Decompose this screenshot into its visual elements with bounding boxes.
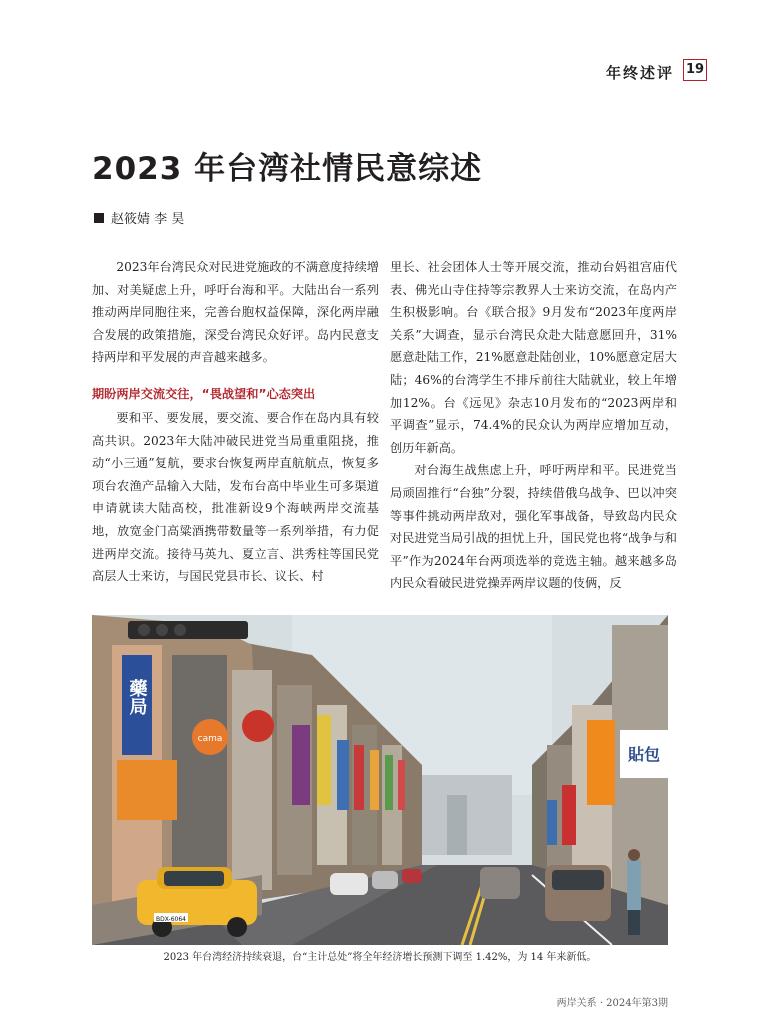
street-photo bbox=[92, 615, 668, 945]
left-column bbox=[92, 256, 379, 588]
body-paragraph-2: 对台海生战焦虑上升，呼吁两岸和平。民进党当局顽固推行“台独”分裂，持续借俄乌战争、巴以冲突等事件挑动两岸敌对，强化军事战备，导致岛内民众对民进党当局引战的担忧上升，国民党也将“战争与和平”作为2024年台两项选举的竞选主轴。越来越多岛内民众看破民进党操弄两岸议题的伎俩，反 bbox=[390, 463, 677, 591]
section-label: 年终述评 bbox=[605, 64, 674, 82]
taxi-plate-text: BDX-6064 bbox=[156, 916, 186, 923]
section-subheading: 期盼两岸交流交往，“畏战望和”心态突出 bbox=[92, 386, 316, 401]
lead-paragraph: 2023年台湾民众对民进党施政的不满意度持续增加、对美疑虑上升，呼吁台海和平。大陆出台一系列推动两岸同胞往来，完善台胞权益保障，深化两岸融合发展的政策措施，深受台湾民众好评。岛内民意支持两岸和平发展的声音越来越多。 bbox=[92, 260, 379, 365]
photo-caption: 2023 年台湾经济持续衰退，台“主计总处”将全年经济增长预测下调至 1.42%，为 14 年来新低。 bbox=[163, 952, 597, 963]
right-column bbox=[390, 256, 677, 595]
body-paragraph-1-continued: 里长、社会团体人士等开展交流，推动台妈祖宫庙代表、佛光山寺住持等宗教界人士来访交流，在岛内产生积极影响。台《联合报》9月发布“2023年度两岸关系”大调查，显示台湾民众赴大陆意愿回升，31%愿意赴陆工作，21%愿意赴陆创业，10%愿意定居大陆；46%的台湾学生不排斥前往大陆就业，较上年增加12%。台《远见》杂志10月发布的“2023两岸和平调查”显示，74.4%的民众认为两岸应增加互动，创历年新高。 bbox=[390, 260, 677, 455]
article-title: 2023 年台湾社情民意综述 bbox=[92, 151, 483, 187]
cama-sign-text: cama bbox=[197, 734, 223, 744]
byline bbox=[94, 208, 184, 227]
journal-footer: 两岸关系 · 2024年第3期 bbox=[556, 998, 668, 1009]
page-number: 19 bbox=[683, 59, 707, 81]
byline-authors: 赵筱婧 李 昊 bbox=[111, 212, 185, 227]
pharmacy-sign-text: 藥局 bbox=[126, 679, 148, 715]
byline-square-icon bbox=[94, 213, 104, 223]
body-paragraph-1: 要和平、要发展，要交流、要合作在岛内具有较高共识。2023年大陆冲破民进党当局重重阻挠，推动“小三通”复航，要求台恢复两岸直航航点，恢复多项台农渔产品输入大陆，发布台高中毕业生可多渠道申请就读大陆高校，批准新设9个海峡两岸交流基地，放宽金门高粱酒携带数量等一系列举措，有力促进两岸交流。接待马英九、夏立言、洪秀柱等国民党高层人士来访，与国民党县市长、议长、村 bbox=[92, 410, 379, 584]
right-sign-text: 貼包 bbox=[627, 745, 661, 764]
